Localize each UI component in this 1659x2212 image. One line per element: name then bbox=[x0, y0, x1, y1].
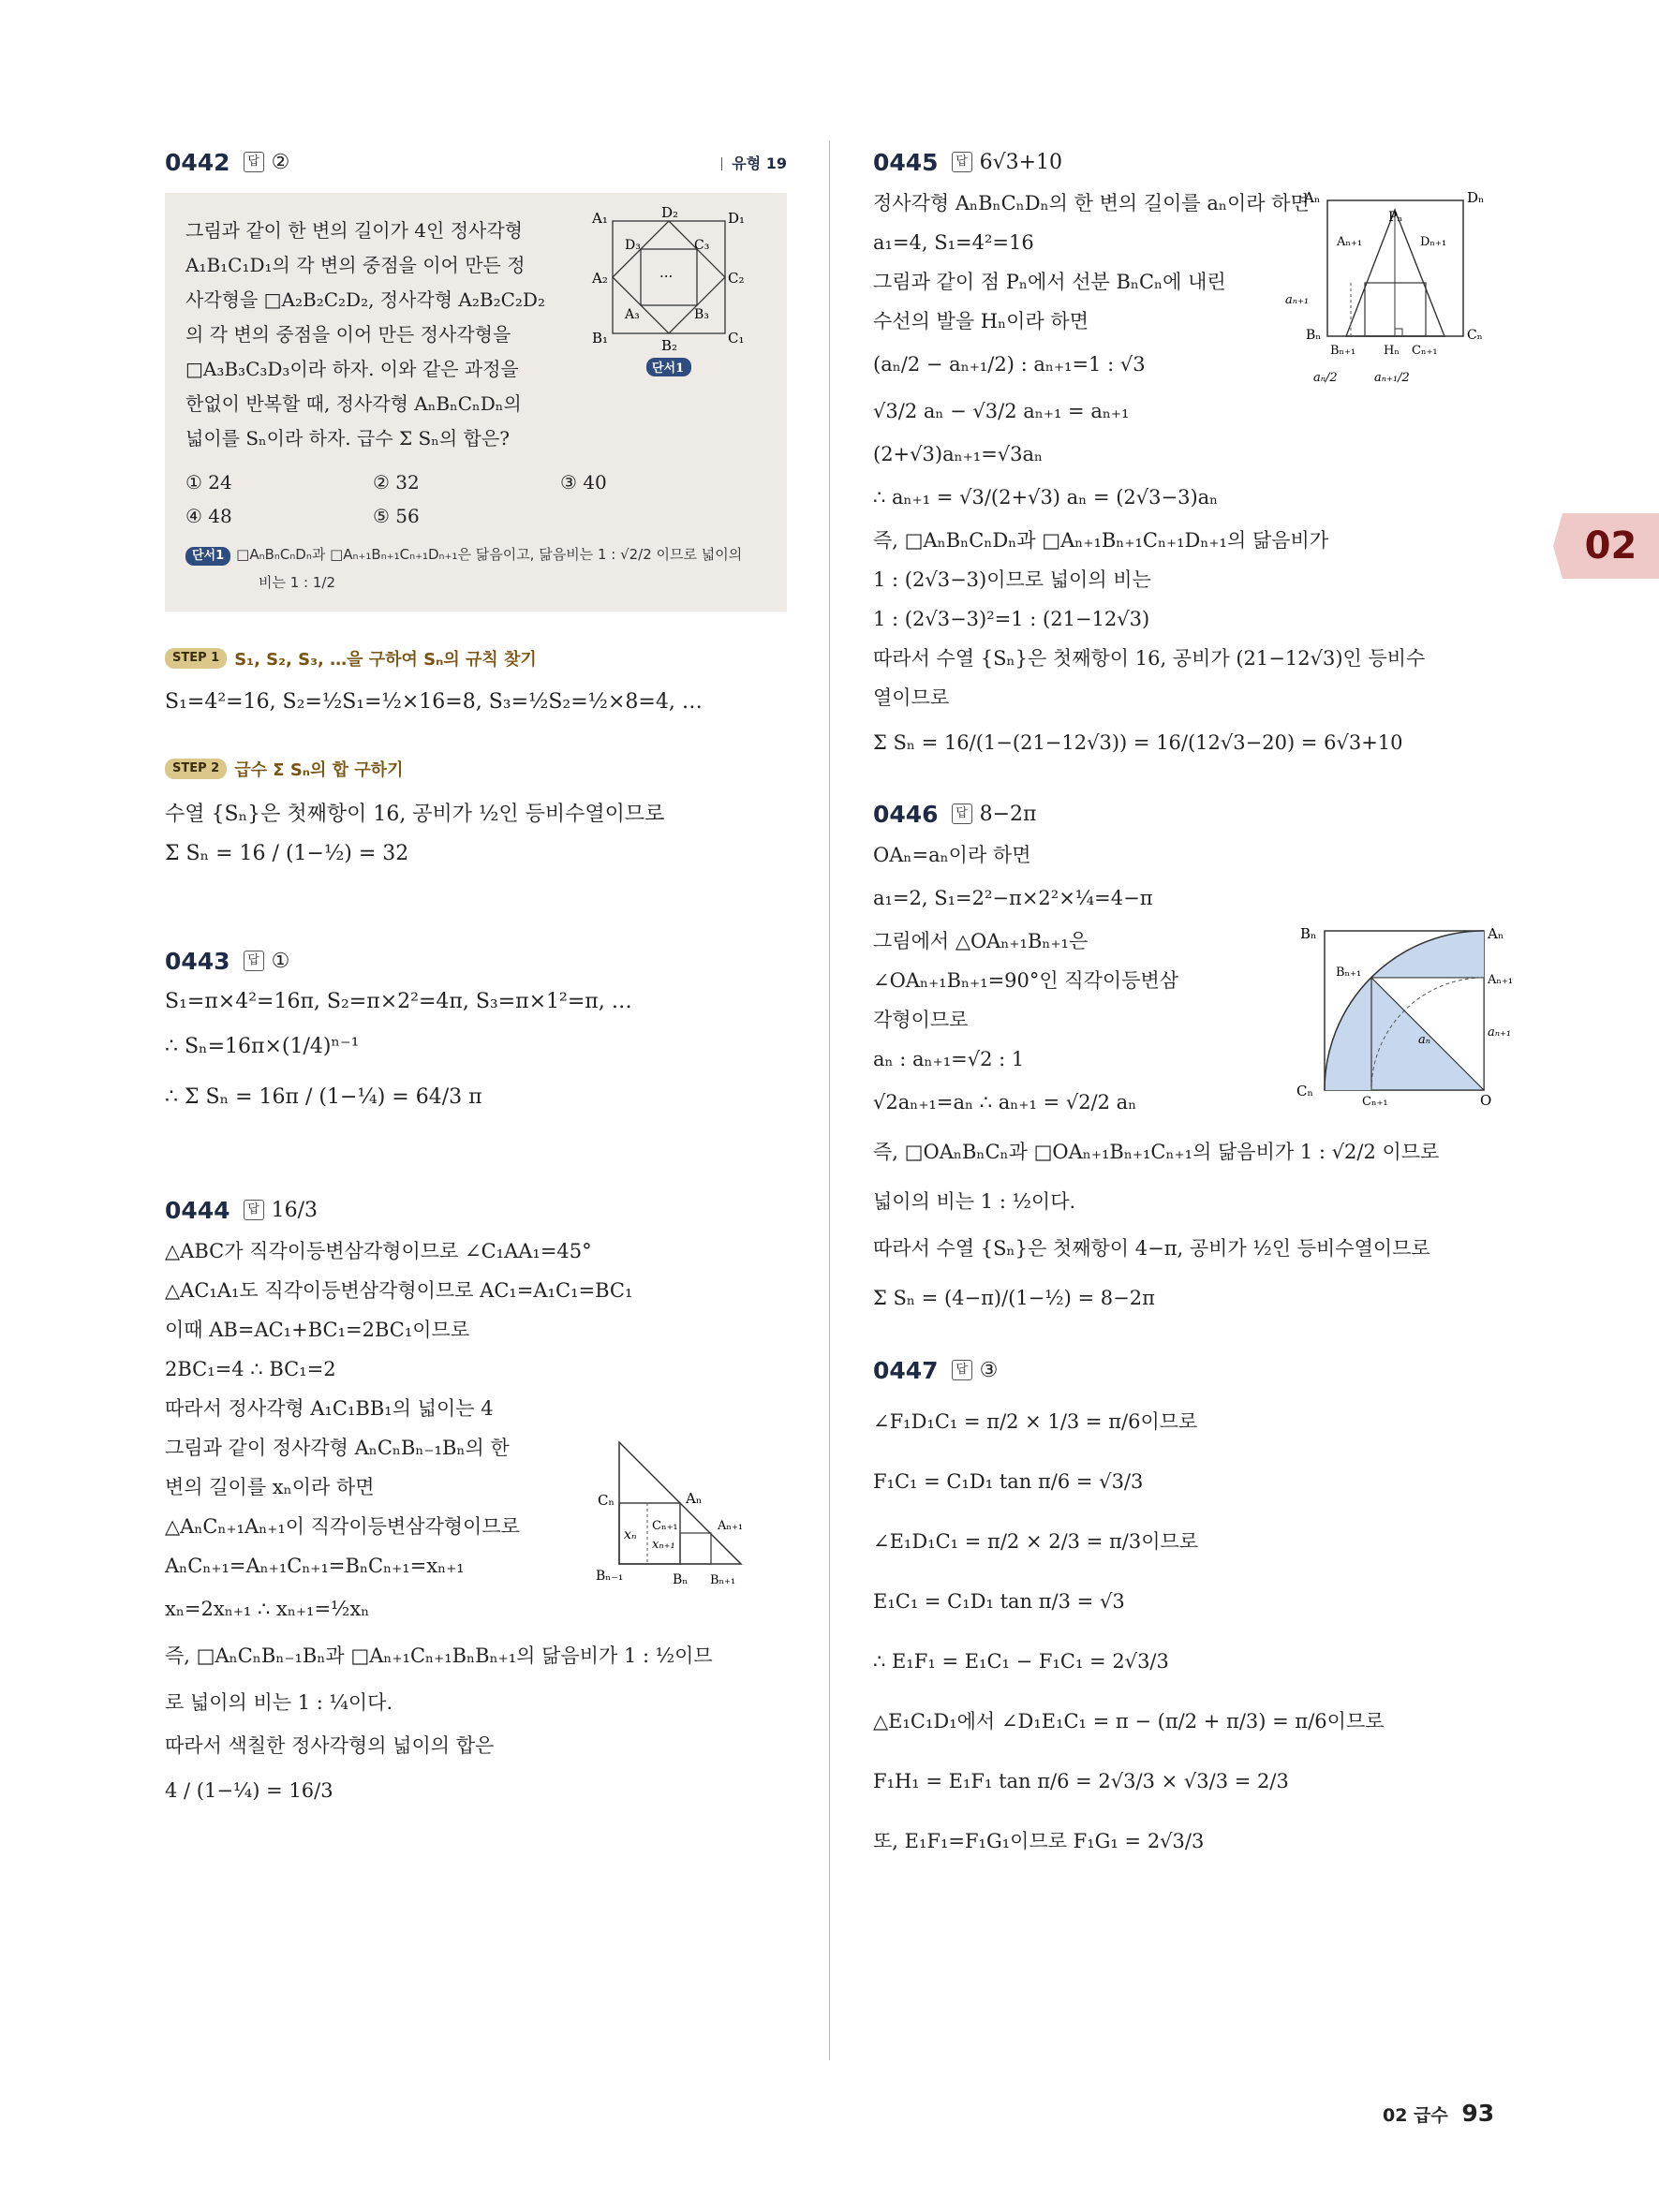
solution-line: 1 : (2√3−3)이므로 넓이의 비는 bbox=[873, 568, 1151, 591]
label-Hn: Hₙ bbox=[1384, 344, 1400, 358]
step-tag: STEP 2 bbox=[165, 759, 227, 779]
triangle-squares-figure bbox=[596, 1428, 783, 1592]
label-B2: B₂ bbox=[661, 337, 678, 354]
column-divider bbox=[829, 140, 830, 2060]
solution-line: ∠F₁D₁C₁ = π/2 × 1/3 = π/6이므로 bbox=[873, 1410, 1198, 1433]
label-D1: D₁ bbox=[728, 210, 746, 227]
problem-0442-header bbox=[165, 140, 787, 184]
solution-line: 따라서 정사각형 A₁C₁BB₁의 넓이는 4 bbox=[165, 1397, 494, 1420]
label-Bnm1: Bₙ₋₁ bbox=[596, 1569, 624, 1584]
label-An1: Aₙ₊₁ bbox=[718, 1519, 744, 1533]
solution-line: ∴ Sₙ=16π×(1/4)ⁿ⁻¹ bbox=[165, 1035, 360, 1058]
solution-line: △ABC가 직각이등변삼각형이므로 ∠C₁AA₁=45° bbox=[165, 1240, 592, 1262]
solution-line: 열이므로 bbox=[873, 686, 950, 709]
solution-line: aₙ : aₙ₊₁=√2 : 1 bbox=[873, 1048, 1025, 1070]
solution-line: ∠OAₙ₊₁Bₙ₊₁=90°인 직각이등변삼 bbox=[873, 969, 1179, 992]
problem-line: A₁B₁C₁D₁의 각 변의 중점을 이어 만든 정 bbox=[185, 254, 526, 276]
label-xn: xₙ bbox=[624, 1527, 637, 1542]
hint-line: □AₙBₙCₙDₙ과 □Aₙ₊₁Bₙ₊₁Cₙ₊₁Dₙ₊₁은 닮음이고, 닮음비는 1 : √2/2 이므로 넓이의 bbox=[236, 546, 743, 563]
step-title: 급수 Σ Sₙ의 합 구하기 bbox=[234, 760, 404, 780]
problem-line: □A₃B₃C₃D₃이라 하자. 이와 같은 과정을 bbox=[185, 358, 519, 380]
problem-number: 0445 bbox=[873, 148, 939, 176]
solution-line: S₁=4²=16, S₂=½S₁=½×16=8, S₃=½S₂=½×8=4, … bbox=[165, 690, 703, 714]
label-An: Aₙ bbox=[1488, 925, 1504, 942]
label-An1: Aₙ₊₁ bbox=[1337, 235, 1363, 249]
answer-value: ② bbox=[271, 150, 290, 174]
choice-1[interactable]: ① 24 bbox=[185, 471, 232, 494]
label-D2: D₂ bbox=[661, 204, 679, 221]
label-An: Aₙ bbox=[686, 1490, 703, 1507]
answer-value: 6√3+10 bbox=[979, 150, 1063, 174]
solution-line: △E₁C₁D₁에서 ∠D₁E₁C₁ = π − (π/2 + π/3) = π/6이므로 bbox=[873, 1710, 1385, 1733]
problem-line: 넓이를 Sₙ이라 하자. 급수 Σ Sₙ의 합은? bbox=[185, 427, 510, 450]
solution-line: F₁C₁ = C₁D₁ tan π/6 = √3/3 bbox=[873, 1470, 1144, 1493]
answer-value: ① bbox=[271, 949, 290, 973]
solution-line: 변의 길이를 xₙ이라 하면 bbox=[165, 1476, 375, 1498]
solution-line: Σ Sₙ = 16/(1−(21−12√3)) = 16/(12√3−20) = 6√3+10 bbox=[873, 731, 1403, 754]
solution-line: Σ Sₙ = 16 / (1−½) = 32 bbox=[165, 842, 409, 865]
chapter-tab: 02 bbox=[1563, 513, 1659, 579]
answer-icon: 답 bbox=[244, 152, 264, 172]
solution-line: AₙCₙ₊₁=Aₙ₊₁Cₙ₊₁=BₙCₙ₊₁=xₙ₊₁ bbox=[165, 1555, 465, 1577]
label-Bn1: Bₙ₊₁ bbox=[1336, 966, 1362, 980]
problem-0444-header bbox=[165, 1188, 787, 1231]
step-tag: STEP 1 bbox=[165, 648, 227, 669]
footer-chapter: 02 급수 bbox=[1383, 2105, 1448, 2126]
problem-number: 0446 bbox=[873, 800, 939, 828]
label-an1: aₙ₊₁ bbox=[1285, 293, 1310, 307]
label-Cn: Cₙ bbox=[1467, 328, 1483, 343]
solution-line: ∴ Σ Sₙ = 16π / (1−¼) = 64/3 π bbox=[165, 1085, 482, 1109]
solution-line: √2aₙ₊₁=aₙ ∴ aₙ₊₁ = √2/2 aₙ bbox=[873, 1091, 1137, 1113]
label-an1: aₙ₊₁ bbox=[1488, 1025, 1512, 1040]
problem-line: 한없이 반복할 때, 정사각형 AₙBₙCₙDₙ의 bbox=[185, 392, 522, 415]
page-footer bbox=[1383, 2100, 1494, 2127]
problem-type: 유형 19 bbox=[721, 152, 787, 173]
solution-line: a₁=2, S₁=2²−π×2²×¼=4−π bbox=[873, 887, 1153, 909]
solution-line: ∠E₁D₁C₁ = π/2 × 2/3 = π/3이므로 bbox=[873, 1530, 1199, 1553]
square-triangle-figure bbox=[1285, 189, 1501, 405]
label-B1: B₁ bbox=[592, 330, 609, 347]
label-Dn1: Dₙ₊₁ bbox=[1420, 235, 1447, 249]
answer-icon: 답 bbox=[952, 152, 972, 172]
problem-0444-body bbox=[165, 1231, 787, 1816]
solution-line: √3/2 aₙ − √3/2 aₙ₊₁ = aₙ₊₁ bbox=[873, 400, 1130, 422]
label-dots: ··· bbox=[659, 268, 674, 285]
label-C1: C₁ bbox=[728, 330, 745, 347]
solution-line: 즉, □AₙBₙCₙDₙ과 □Aₙ₊₁Bₙ₊₁Cₙ₊₁Dₙ₊₁의 닮음비가 bbox=[873, 529, 1329, 552]
solution-line: OAₙ=aₙ이라 하면 bbox=[873, 844, 1031, 866]
problem-number: 0442 bbox=[165, 148, 230, 176]
answer-value: 16/3 bbox=[271, 1198, 318, 1222]
label-Bn1: Bₙ₊₁ bbox=[710, 1573, 736, 1587]
label-Bn: Bₙ bbox=[1300, 925, 1317, 942]
solution-line: 정사각형 AₙBₙCₙDₙ의 한 변의 길이를 aₙ이라 하면 bbox=[873, 192, 1310, 214]
answer-icon: 답 bbox=[952, 804, 972, 824]
label-A1: A₁ bbox=[592, 210, 608, 227]
problem-text bbox=[185, 214, 579, 456]
solution-line: 수선의 발을 Hₙ이라 하면 bbox=[873, 310, 1089, 332]
problem-line: 의 각 변의 중점을 이어 만든 정사각형을 bbox=[185, 323, 511, 346]
label-Bn: Bₙ bbox=[673, 1572, 689, 1587]
hint-line: 비는 1 : 1/2 bbox=[259, 574, 336, 591]
solution-line: 또, E₁F₁=F₁G₁이므로 F₁G₁ = 2√3/3 bbox=[873, 1830, 1205, 1852]
label-an-half: aₙ/2 bbox=[1313, 371, 1338, 385]
solution-line: (aₙ/2 − aₙ₊₁/2) : aₙ₊₁=1 : √3 bbox=[873, 353, 1146, 376]
label-B3: B₃ bbox=[694, 307, 709, 322]
answer-value: ③ bbox=[979, 1358, 999, 1382]
label-A3: A₃ bbox=[625, 307, 640, 322]
choice-2[interactable]: ② 32 bbox=[373, 471, 420, 494]
choice-3[interactable]: ③ 40 bbox=[560, 471, 607, 494]
quarter-circle-figure bbox=[1259, 920, 1514, 1109]
problem-0445-body bbox=[873, 184, 1495, 768]
label-Cn1: Cₙ₊₁ bbox=[1412, 344, 1438, 358]
solution-line: 즉, □OAₙBₙCₙ과 □OAₙ₊₁Bₙ₊₁Cₙ₊₁의 닮음비가 1 : √2/2 이므로 bbox=[873, 1141, 1440, 1163]
label-C2: C₂ bbox=[728, 270, 745, 287]
answer-icon: 답 bbox=[244, 951, 264, 971]
label-Cn1: Cₙ₊₁ bbox=[1362, 1095, 1388, 1109]
solution-line: 즉, □AₙCₙBₙ₋₁Bₙ과 □Aₙ₊₁Cₙ₊₁BₙBₙ₊₁의 닮음비가 1 : ½이므 bbox=[165, 1644, 713, 1667]
step-2 bbox=[165, 752, 787, 786]
solution-line: △AC₁A₁도 직각이등변삼각형이므로 AC₁=A₁C₁=BC₁ bbox=[165, 1279, 633, 1302]
solution-line: E₁C₁ = C₁D₁ tan π/3 = √3 bbox=[873, 1590, 1125, 1613]
solution-line: xₙ=2xₙ₊₁ ∴ xₙ₊₁=½xₙ bbox=[165, 1598, 370, 1620]
answer-icon: 답 bbox=[244, 1200, 264, 1220]
left-column bbox=[165, 140, 787, 1816]
problem-line: 사각형을 □A₂B₂C₂D₂, 정사각형 A₂B₂C₂D₂ bbox=[185, 288, 545, 311]
problem-box bbox=[165, 193, 787, 612]
solution-line: Σ Sₙ = (4−π)/(1−½) = 8−2π bbox=[873, 1287, 1155, 1309]
solution-line: 그림과 같이 정사각형 AₙCₙBₙ₋₁Bₙ의 한 bbox=[165, 1437, 510, 1459]
label-D3: D₃ bbox=[625, 238, 641, 253]
label-C3: C₃ bbox=[694, 238, 710, 253]
hint bbox=[185, 540, 766, 597]
problem-0446-header bbox=[873, 792, 1495, 835]
solution-line: 각형이므로 bbox=[873, 1009, 969, 1031]
solution-line: 로 넓이의 비는 1 : ¼이다. bbox=[165, 1691, 393, 1714]
solution-line: a₁=4, S₁=4²=16 bbox=[873, 231, 1034, 254]
problem-0445-header bbox=[873, 140, 1495, 184]
label-Cn1: Cₙ₊₁ bbox=[652, 1519, 678, 1533]
solution-line: S₁=π×4²=16π, S₂=π×2²=4π, S₃=π×1²=π, … bbox=[165, 990, 632, 1013]
solution-line: 1 : (2√3−3)²=1 : (21−12√3) bbox=[873, 608, 1150, 630]
solution-line: 수열 {Sₙ}은 첫째항이 16, 공비가 ½인 등비수열이므로 bbox=[165, 803, 665, 826]
label-Dn: Dₙ bbox=[1467, 189, 1485, 206]
answer-icon: 답 bbox=[952, 1360, 972, 1380]
solution-line: 4 / (1−¼) = 16/3 bbox=[165, 1779, 333, 1802]
label-an1-half: aₙ₊₁/2 bbox=[1374, 371, 1410, 385]
solution-line: 그림에서 △OAₙ₊₁Bₙ₊₁은 bbox=[873, 930, 1089, 952]
label-Pn: Pₙ bbox=[1388, 210, 1403, 225]
solution-line: 따라서 수열 {Sₙ}은 첫째항이 16, 공비가 (21−12√3)인 등비수 bbox=[873, 647, 1426, 670]
solution-line: △AₙCₙ₊₁Aₙ₊₁이 직각이등변삼각형이므로 bbox=[165, 1515, 520, 1538]
problem-number: 0443 bbox=[165, 947, 230, 975]
solution-line: 따라서 색칠한 정사각형의 넓이의 합은 bbox=[165, 1734, 495, 1757]
page-number: 93 bbox=[1461, 2100, 1495, 2127]
problem-0446-body bbox=[873, 835, 1514, 1324]
choice-5[interactable]: ⑤ 56 bbox=[373, 505, 420, 527]
label-O: O bbox=[1480, 1092, 1492, 1109]
nested-squares-figure bbox=[585, 204, 753, 406]
step-1 bbox=[165, 641, 787, 675]
solution-line: ∴ aₙ₊₁ = √3/(2+√3) aₙ = (2√3−3)aₙ bbox=[873, 486, 1219, 509]
solution-line: (2+√3)aₙ₊₁=√3aₙ bbox=[873, 443, 1044, 465]
choices bbox=[185, 465, 766, 533]
label-Bn1: Bₙ₊₁ bbox=[1330, 344, 1356, 358]
solution-line: F₁H₁ = E₁F₁ tan π/6 = 2√3/3 × √3/3 = 2/3 bbox=[873, 1770, 1289, 1792]
solution-line: 따라서 수열 {Sₙ}은 첫째항이 4−π, 공비가 ½인 등비수열이므로 bbox=[873, 1237, 1430, 1260]
label-An: Aₙ bbox=[1304, 189, 1321, 206]
step-title: S₁, S₂, S₃, …을 구하여 Sₙ의 규칙 찾기 bbox=[234, 650, 537, 670]
label-Cn: Cₙ bbox=[598, 1492, 615, 1509]
solution-line: 이때 AB=AC₁+BC₁=2BC₁이므로 bbox=[165, 1319, 470, 1341]
solution-line: 2BC₁=4 ∴ BC₁=2 bbox=[165, 1358, 336, 1380]
right-column bbox=[873, 140, 1514, 1871]
solution-line: 넓이의 비는 1 : ½이다. bbox=[873, 1190, 1076, 1213]
label-Cn: Cₙ bbox=[1296, 1083, 1313, 1099]
answer-value: 8−2π bbox=[979, 802, 1037, 826]
problem-line: 그림과 같이 한 변의 길이가 4인 정사각형 bbox=[185, 219, 523, 242]
hint-tag: 단서1 bbox=[185, 547, 230, 566]
label-Bn: Bₙ bbox=[1306, 328, 1322, 343]
label-an: aₙ bbox=[1418, 1033, 1431, 1047]
hint-tag-figure: 단서1 bbox=[652, 361, 685, 376]
solution-line: 그림과 같이 점 Pₙ에서 선분 BₙCₙ에 내린 bbox=[873, 271, 1226, 293]
label-xn1: xₙ₊₁ bbox=[652, 1538, 675, 1552]
problem-number: 0444 bbox=[165, 1196, 230, 1224]
problem-number: 0447 bbox=[873, 1356, 939, 1384]
label-A2: A₂ bbox=[592, 270, 608, 287]
problem-0447-header bbox=[873, 1349, 1495, 1392]
problem-0443-header bbox=[165, 939, 787, 982]
solution-line: ∴ E₁F₁ = E₁C₁ − F₁C₁ = 2√3/3 bbox=[873, 1650, 1169, 1673]
label-An1: Aₙ₊₁ bbox=[1488, 973, 1514, 987]
choice-4[interactable]: ④ 48 bbox=[185, 505, 232, 527]
